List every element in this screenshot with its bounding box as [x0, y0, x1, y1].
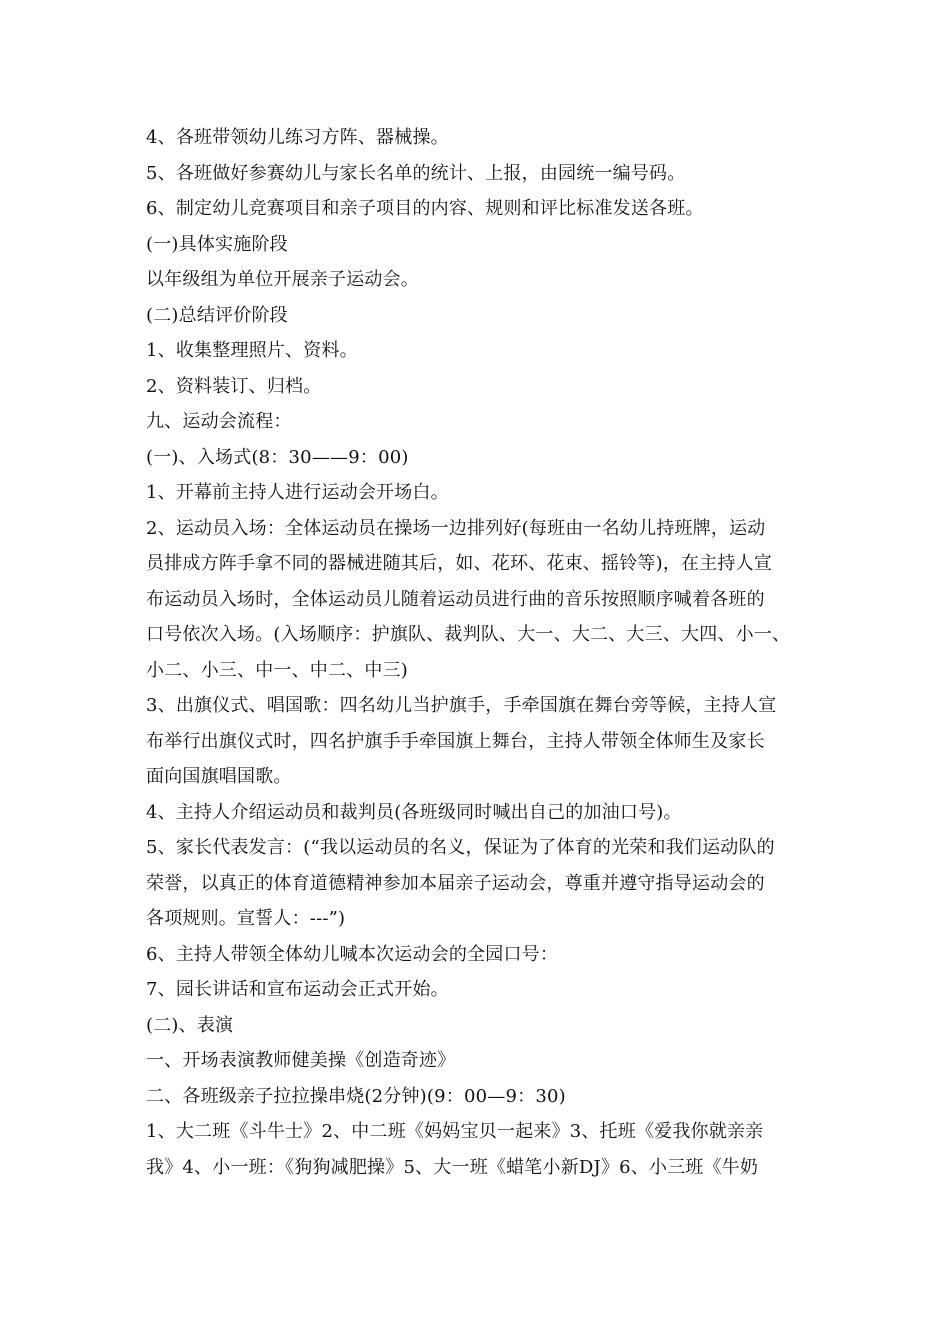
text-line: 6、制定幼儿竞赛项目和亲子项目的内容、规则和评比标准发送各班。: [146, 198, 704, 219]
section-heading: 九、运动会流程：: [146, 411, 292, 432]
text-line: 1、大二班《斗牛士》2、中二班《妈妈宝贝一起来》3、托班《爱我你就亲亲: [146, 1121, 764, 1142]
section-heading: (一)具体实施阶段: [146, 233, 288, 255]
text-line: 1、开幕前主持人进行运动会开场白。: [146, 482, 449, 503]
text-line: 布运动员入场时，全体运动员儿随着运动员进行曲的音乐按照顺序喊着各班的: [146, 588, 765, 610]
document-body: [146, 120, 826, 1185]
text-line: 小二、小三、中一、中二、中三): [146, 659, 409, 681]
text-line: 员排成方阵手拿不同的器械进随其后，如、花环、花束、摇铃等)，在主持人宣: [146, 553, 773, 574]
text-line: 面向国旗唱国歌。: [146, 766, 292, 787]
text-line: 3、出旗仪式、唱国歌：四名幼儿当护旗手，手牵国旗在舞台旁等候，主持人宣: [146, 695, 777, 716]
text-line: 各项规则。宣誓人：---”): [146, 908, 346, 929]
text-line: 5、各班做好参赛幼儿与家长名单的统计、上报，由园统一编号码。: [146, 162, 686, 184]
text-line: 4、各班带领幼儿练习方阵、器械操。: [146, 127, 449, 148]
text-line: 1、收集整理照片、资料。: [146, 340, 358, 361]
text-line: 一、开场表演教师健美操《创造奇迹》: [146, 1050, 456, 1071]
text-line: 口号依次入场。(入场顺序：护旗队、裁判队、大一、大二、大三、大四、小一、: [146, 624, 791, 645]
text-line: 2、运动员入场：全体运动员在操场一边排列好(每班由一名幼儿持班牌，运动: [146, 517, 766, 539]
text-line: 布举行出旗仪式时，四名护旗手手牵国旗上舞台，主持人带领全体师生及家长: [146, 730, 765, 752]
section-heading: (一)、入场式(8：30——9：00): [146, 446, 409, 468]
text-line: 二、各班级亲子拉拉操串烧(2分钟)(9：00—9：30): [146, 1085, 566, 1107]
section-heading: (二)、表演: [146, 1014, 234, 1036]
text-line: 4、主持人介绍运动员和裁判员(各班级同时喊出自己的加油口号)。: [146, 801, 682, 823]
text-line: 我》4、小一班：《狗狗减肥操》5、大一班《蜡笔小新DJ》6、小三班《牛奶: [146, 1156, 759, 1178]
text-line: 6、主持人带领全体幼儿喊本次运动会的全园口号：: [146, 943, 559, 965]
text-line: 荣誉，以真正的体育道德精神参加本届亲子运动会，尊重并遵守指导运动会的: [146, 872, 765, 894]
section-heading: (二)总结评价阶段: [146, 304, 288, 326]
text-line: 2、资料装订、归档。: [146, 375, 322, 397]
text-line: 5、家长代表发言：(“我以运动员的名义，保证为了体育的光荣和我们运动队的: [146, 837, 775, 858]
text-line: 7、园长讲话和宣布运动会正式开始。: [146, 979, 449, 1000]
text-line: 以年级组为单位开展亲子运动会。: [146, 269, 419, 290]
